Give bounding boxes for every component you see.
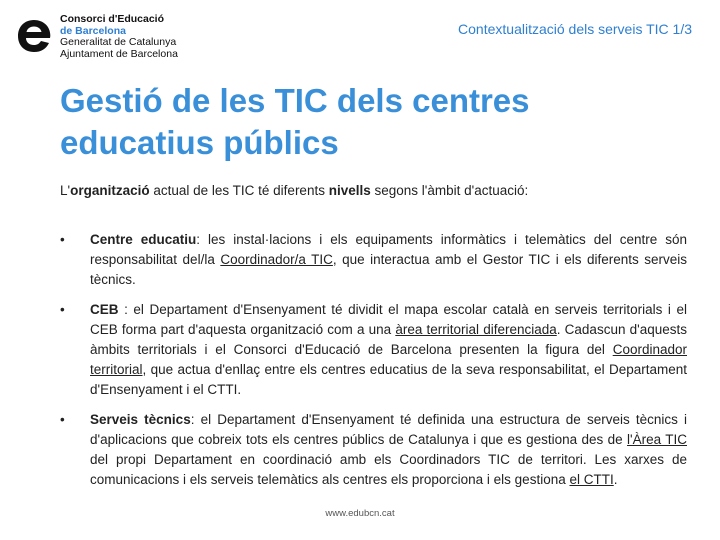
- item-text: del propi Departament en coordinació amb els Coordinadors TIC de territori. Les xarxes de comunicacions i els serveis telemàtics als centres els proporciona i els gestiona: [90, 452, 687, 487]
- item-term: Serveis tècnics: [90, 412, 191, 427]
- logo-line-barcelona: de Barcelona: [60, 24, 126, 37]
- intro-paragraph: [60, 183, 528, 198]
- bullet-icon: •: [60, 232, 65, 247]
- bullet-list: [60, 230, 687, 500]
- consorci-e-logo-icon: [14, 16, 54, 56]
- item-underlined-term: l'Àrea TIC: [627, 432, 687, 447]
- list-item-centre-educatiu: [60, 230, 687, 290]
- intro-bold-nivells: nivells: [328, 183, 371, 198]
- item-underlined-term: el CTTI: [569, 472, 614, 487]
- item-term: Centre educatiu: [90, 232, 197, 247]
- item-text: : el Departament d'Ensenyament té definida una estructura de serveis tècnics i d'aplicacions que cobreix tots els centres públics de Catalunya i que es gestiona des de: [90, 412, 687, 447]
- logo-line-ajuntament: Ajuntament de Barcelona: [60, 47, 178, 60]
- item-text: : les instal·lacions i els equipaments informàtics i telemàtics del centre són responsabilitat del/la: [90, 232, 687, 267]
- bullet-icon: •: [60, 302, 65, 317]
- logo-line-consorci: Consorci d'Educació: [60, 13, 165, 25]
- item-underlined-term: àrea territorial diferenciada: [395, 322, 557, 337]
- item-text: , que interactua amb el Gestor TIC i els diferents serveis tècnics.: [90, 252, 688, 287]
- item-text: : el Departament d'Ensenyament té dividit el mapa escolar català en serveis territorials i el CEB forma part d'aquesta organització com a una: [90, 302, 687, 337]
- item-underlined-term: Coordinador territorial: [90, 342, 687, 377]
- bullet-icon: •: [60, 412, 65, 427]
- list-item-ceb: [60, 300, 687, 400]
- intro-text-2: actual de les TIC té diferents: [149, 183, 329, 198]
- item-text: , que actua d'enllaç entre els centres educatius de la seva responsabilitat, el Departament d'Ensenyament i el CTTI.: [90, 362, 687, 397]
- intro-text-1: L': [60, 183, 71, 198]
- intro-text-3: segons l'àmbit d'actuació:: [370, 183, 529, 198]
- intro-bold-organitzacio: organització: [70, 183, 150, 198]
- logo-text: [60, 14, 178, 60]
- item-text: . Cadascun d'aquests àmbits territorials i el Consorci d'Educació de Barcelona presenten la figura del: [90, 322, 687, 357]
- item-text: .: [613, 472, 618, 487]
- logo-line-generalitat: Generalitat de Catalunya: [60, 36, 177, 48]
- list-item-serveis-tecnics: [60, 410, 687, 490]
- page-title: Gestió de les TIC dels centres educatius públics: [60, 82, 530, 161]
- footer-url: www.edubcn.cat: [325, 508, 395, 519]
- logo: [14, 14, 184, 62]
- item-term: CEB: [90, 302, 119, 317]
- item-underlined-term: Coordinador/a TIC: [220, 252, 333, 267]
- slide-section-label: Contextualització dels serveis TIC 1/3: [458, 21, 692, 37]
